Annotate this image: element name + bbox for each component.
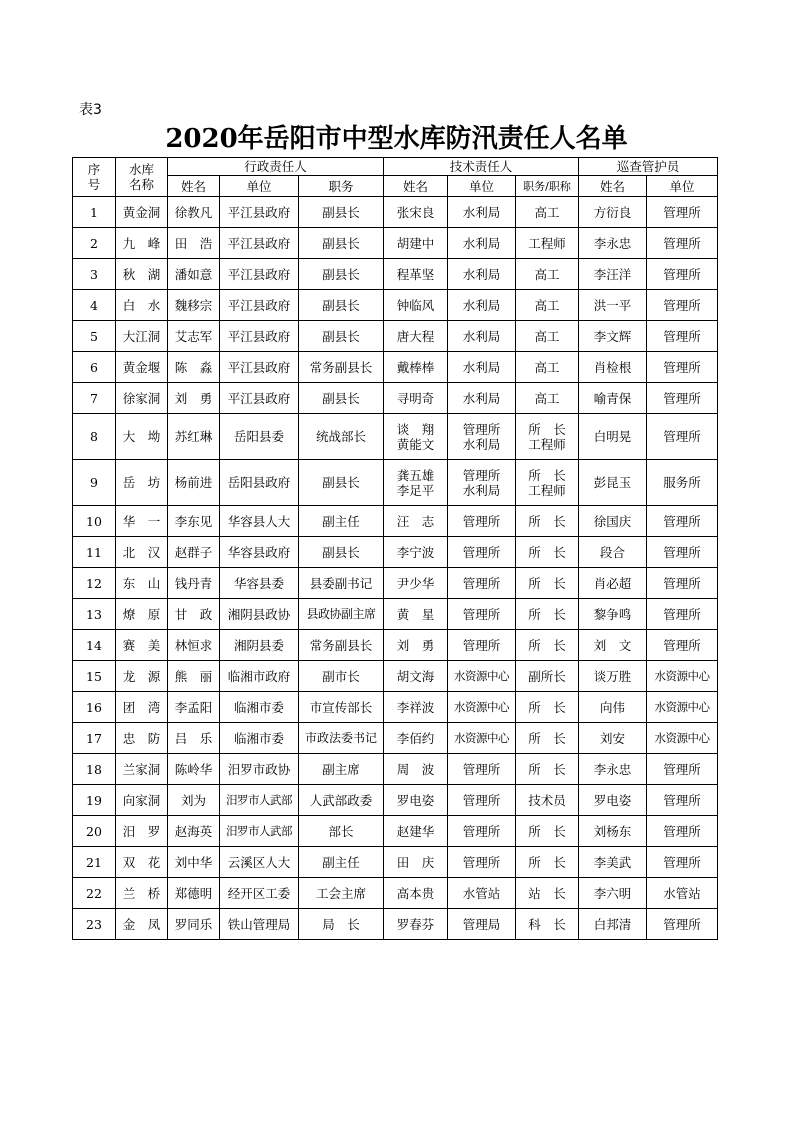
- tech-name-cell: 寻明奇: [384, 383, 448, 414]
- patrol-unit-cell: 管理所: [647, 352, 718, 383]
- tech-name-cell: 钟临风: [384, 290, 448, 321]
- admin-name-cell: 熊 丽: [168, 661, 220, 692]
- table-row: [73, 321, 718, 352]
- patrol-name-cell: 白明晃: [579, 414, 647, 460]
- patrol-name-cell: 向伟: [579, 692, 647, 723]
- tech-position-cell: 所 长: [516, 599, 579, 630]
- tech-name-cell: 龚五雄 李足平: [384, 460, 448, 506]
- patrol-unit-cell: 管理所: [647, 785, 718, 816]
- admin-position-cell: 人武部政委: [299, 785, 384, 816]
- admin-position-cell: 副县长: [299, 197, 384, 228]
- admin-name-cell: 魏移宗: [168, 290, 220, 321]
- tech-name-cell: 罗电姿: [384, 785, 448, 816]
- patrol-unit-cell: 水资源中心: [647, 661, 718, 692]
- admin-unit-cell: 汨罗市人武部: [220, 785, 299, 816]
- tech-position-cell: 所 长: [516, 816, 579, 847]
- patrol-unit-cell: 管理所: [647, 847, 718, 878]
- tech-position-cell: 所 长: [516, 630, 579, 661]
- tech-unit-cell: 水资源中心: [448, 723, 516, 754]
- patrol-name-cell: 李永忠: [579, 228, 647, 259]
- header-seq: 序号: [73, 158, 116, 197]
- admin-position-cell: 副县长: [299, 460, 384, 506]
- patrol-name-cell: 徐国庆: [579, 506, 647, 537]
- tech-name-cell: 高本贵: [384, 878, 448, 909]
- patrol-name-cell: 李文辉: [579, 321, 647, 352]
- patrol-name-cell: 白邦清: [579, 909, 647, 940]
- admin-unit-cell: 华容县人大: [220, 506, 299, 537]
- patrol-unit-cell: 水管站: [647, 878, 718, 909]
- patrol-name-cell: 李汪洋: [579, 259, 647, 290]
- tech-unit-cell: 管理所: [448, 754, 516, 785]
- reservoir-cell: 白 水: [116, 290, 168, 321]
- seq-cell: 5: [73, 321, 116, 352]
- seq-cell: 15: [73, 661, 116, 692]
- responsibility-table: [72, 157, 718, 940]
- tech-unit-cell: 水利局: [448, 352, 516, 383]
- admin-unit-cell: 岳阳县委: [220, 414, 299, 460]
- admin-name-cell: 刘中华: [168, 847, 220, 878]
- header-tech-name: 姓名: [384, 176, 448, 197]
- admin-unit-cell: 华容县委: [220, 568, 299, 599]
- admin-unit-cell: 湘阴县委: [220, 630, 299, 661]
- reservoir-cell: 团 湾: [116, 692, 168, 723]
- tech-unit-cell: 管理所 水利局: [448, 460, 516, 506]
- admin-name-cell: 苏红琳: [168, 414, 220, 460]
- tech-name-cell: 田 庆: [384, 847, 448, 878]
- admin-unit-cell: 平江县政府: [220, 321, 299, 352]
- admin-position-cell: 副主任: [299, 847, 384, 878]
- patrol-name-cell: 李六明: [579, 878, 647, 909]
- table-row: [73, 506, 718, 537]
- seq-cell: 22: [73, 878, 116, 909]
- admin-name-cell: 赵海英: [168, 816, 220, 847]
- header-reservoir: 水库名称: [116, 158, 168, 197]
- table-row: [73, 383, 718, 414]
- tech-unit-cell: 管理所: [448, 537, 516, 568]
- admin-position-cell: 部长: [299, 816, 384, 847]
- table-row: [73, 630, 718, 661]
- tech-unit-cell: 管理所: [448, 630, 516, 661]
- patrol-unit-cell: 管理所: [647, 259, 718, 290]
- table-row: [73, 816, 718, 847]
- tech-position-cell: 副所长: [516, 661, 579, 692]
- admin-unit-cell: 云溪区人大: [220, 847, 299, 878]
- reservoir-cell: 徐家洞: [116, 383, 168, 414]
- patrol-unit-cell: 管理所: [647, 290, 718, 321]
- reservoir-cell: 燎 原: [116, 599, 168, 630]
- header-patrol-unit: 单位: [647, 176, 718, 197]
- tech-position-cell: 所 长 工程师: [516, 460, 579, 506]
- tech-unit-cell: 水利局: [448, 228, 516, 259]
- table-row: [73, 692, 718, 723]
- admin-position-cell: 市政法委书记: [299, 723, 384, 754]
- admin-name-cell: 刘为: [168, 785, 220, 816]
- admin-unit-cell: 临湘市委: [220, 723, 299, 754]
- header-tech-position-title: 职务/职称: [516, 176, 579, 197]
- tech-name-cell: 黄 星: [384, 599, 448, 630]
- seq-cell: 23: [73, 909, 116, 940]
- tech-name-cell: 周 波: [384, 754, 448, 785]
- admin-position-cell: 局 长: [299, 909, 384, 940]
- reservoir-cell: 华 一: [116, 506, 168, 537]
- patrol-unit-cell: 管理所: [647, 568, 718, 599]
- tech-unit-cell: 管理所 水利局: [448, 414, 516, 460]
- admin-name-cell: 潘如意: [168, 259, 220, 290]
- admin-name-cell: 林恒求: [168, 630, 220, 661]
- seq-cell: 14: [73, 630, 116, 661]
- patrol-name-cell: 谈万胜: [579, 661, 647, 692]
- patrol-name-cell: 彭昆玉: [579, 460, 647, 506]
- tech-position-cell: 所 长: [516, 847, 579, 878]
- header-tech-unit: 单位: [448, 176, 516, 197]
- reservoir-cell: 双 花: [116, 847, 168, 878]
- tech-unit-cell: 水利局: [448, 321, 516, 352]
- reservoir-cell: 龙 源: [116, 661, 168, 692]
- reservoir-cell: 大 坳: [116, 414, 168, 460]
- patrol-unit-cell: 管理所: [647, 816, 718, 847]
- patrol-unit-cell: 服务所: [647, 460, 718, 506]
- admin-position-cell: 县委副书记: [299, 568, 384, 599]
- tech-unit-cell: 管理局: [448, 909, 516, 940]
- reservoir-cell: 赛 美: [116, 630, 168, 661]
- reservoir-cell: 兰家洞: [116, 754, 168, 785]
- reservoir-cell: 秋 湖: [116, 259, 168, 290]
- admin-name-cell: 杨前进: [168, 460, 220, 506]
- tech-unit-cell: 水利局: [448, 290, 516, 321]
- patrol-name-cell: 肖必超: [579, 568, 647, 599]
- header-admin-name: 姓名: [168, 176, 220, 197]
- patrol-name-cell: 刘安: [579, 723, 647, 754]
- admin-unit-cell: 平江县政府: [220, 228, 299, 259]
- admin-name-cell: 陈岭华: [168, 754, 220, 785]
- patrol-name-cell: 肖检根: [579, 352, 647, 383]
- admin-unit-cell: 经开区工委: [220, 878, 299, 909]
- seq-cell: 16: [73, 692, 116, 723]
- admin-position-cell: 市宣传部长: [299, 692, 384, 723]
- admin-unit-cell: 华容县政府: [220, 537, 299, 568]
- admin-unit-cell: 平江县政府: [220, 259, 299, 290]
- seq-cell: 10: [73, 506, 116, 537]
- admin-unit-cell: 湘阴县政协: [220, 599, 299, 630]
- table-row: [73, 537, 718, 568]
- reservoir-cell: 大江洞: [116, 321, 168, 352]
- patrol-name-cell: 段合: [579, 537, 647, 568]
- tech-unit-cell: 水利局: [448, 259, 516, 290]
- admin-position-cell: 副县长: [299, 290, 384, 321]
- tech-name-cell: 胡文海: [384, 661, 448, 692]
- patrol-unit-cell: 管理所: [647, 228, 718, 259]
- admin-name-cell: 甘 政: [168, 599, 220, 630]
- seq-cell: 7: [73, 383, 116, 414]
- tech-position-cell: 所 长: [516, 754, 579, 785]
- reservoir-cell: 汨 罗: [116, 816, 168, 847]
- table-row: [73, 352, 718, 383]
- tech-name-cell: 赵建华: [384, 816, 448, 847]
- tech-position-cell: 站 长: [516, 878, 579, 909]
- admin-position-cell: 工会主席: [299, 878, 384, 909]
- patrol-unit-cell: 管理所: [647, 754, 718, 785]
- table-row: [73, 661, 718, 692]
- patrol-unit-cell: 管理所: [647, 506, 718, 537]
- document-title: 2020年岳阳市中型水库防汛责任人名单: [165, 124, 628, 154]
- tech-position-cell: 所 长: [516, 568, 579, 599]
- tech-position-cell: 所 长: [516, 537, 579, 568]
- table-row: [73, 599, 718, 630]
- tech-name-cell: 罗春芬: [384, 909, 448, 940]
- tech-position-cell: 高工: [516, 321, 579, 352]
- tech-position-cell: 高工: [516, 290, 579, 321]
- admin-unit-cell: 临湘市政府: [220, 661, 299, 692]
- seq-cell: 3: [73, 259, 116, 290]
- patrol-name-cell: 洪一平: [579, 290, 647, 321]
- patrol-unit-cell: 管理所: [647, 383, 718, 414]
- reservoir-cell: 九 峰: [116, 228, 168, 259]
- admin-name-cell: 艾志军: [168, 321, 220, 352]
- table-row: [73, 723, 718, 754]
- patrol-name-cell: 李永忠: [579, 754, 647, 785]
- tech-name-cell: 唐大程: [384, 321, 448, 352]
- header-tech-group: 技术责任人: [384, 158, 579, 176]
- admin-position-cell: 副县长: [299, 228, 384, 259]
- patrol-name-cell: 黎争鸣: [579, 599, 647, 630]
- reservoir-cell: 兰 桥: [116, 878, 168, 909]
- admin-position-cell: 副县长: [299, 321, 384, 352]
- tech-unit-cell: 管理所: [448, 847, 516, 878]
- admin-unit-cell: 平江县政府: [220, 290, 299, 321]
- admin-position-cell: 副县长: [299, 537, 384, 568]
- admin-position-cell: 副县长: [299, 383, 384, 414]
- tech-name-cell: 李佰约: [384, 723, 448, 754]
- admin-unit-cell: 汨罗市人武部: [220, 816, 299, 847]
- seq-cell: 21: [73, 847, 116, 878]
- header-admin-unit: 单位: [220, 176, 299, 197]
- table-row: [73, 259, 718, 290]
- tech-position-cell: 高工: [516, 197, 579, 228]
- seq-cell: 8: [73, 414, 116, 460]
- admin-name-cell: 李东见: [168, 506, 220, 537]
- patrol-name-cell: 刘 文: [579, 630, 647, 661]
- seq-cell: 2: [73, 228, 116, 259]
- table-row: [73, 878, 718, 909]
- table-row: [73, 460, 718, 506]
- patrol-unit-cell: 水资源中心: [647, 692, 718, 723]
- admin-unit-cell: 平江县政府: [220, 197, 299, 228]
- seq-cell: 17: [73, 723, 116, 754]
- seq-cell: 18: [73, 754, 116, 785]
- tech-name-cell: 张宋良: [384, 197, 448, 228]
- tech-position-cell: 技术员: [516, 785, 579, 816]
- tech-name-cell: 李宁波: [384, 537, 448, 568]
- tech-position-cell: 工程师: [516, 228, 579, 259]
- table-row: [73, 290, 718, 321]
- header-admin-group: 行政责任人: [168, 158, 384, 176]
- admin-name-cell: 赵群子: [168, 537, 220, 568]
- tech-position-cell: 高工: [516, 259, 579, 290]
- tech-name-cell: 汪 志: [384, 506, 448, 537]
- header-admin-position: 职务: [299, 176, 384, 197]
- tech-name-cell: 刘 勇: [384, 630, 448, 661]
- admin-name-cell: 吕 乐: [168, 723, 220, 754]
- table-row: [73, 197, 718, 228]
- header-patrol-name: 姓名: [579, 176, 647, 197]
- tech-position-cell: 高工: [516, 352, 579, 383]
- admin-position-cell: 县政协副主席: [299, 599, 384, 630]
- admin-position-cell: 统战部长: [299, 414, 384, 460]
- seq-cell: 12: [73, 568, 116, 599]
- admin-name-cell: 钱丹青: [168, 568, 220, 599]
- patrol-name-cell: 方衍良: [579, 197, 647, 228]
- admin-position-cell: 副县长: [299, 259, 384, 290]
- tech-name-cell: 谈 翔 黄能文: [384, 414, 448, 460]
- seq-cell: 6: [73, 352, 116, 383]
- seq-cell: 1: [73, 197, 116, 228]
- tech-position-cell: 所 长: [516, 506, 579, 537]
- reservoir-cell: 向家洞: [116, 785, 168, 816]
- table-row: [73, 754, 718, 785]
- admin-name-cell: 罗同乐: [168, 909, 220, 940]
- patrol-unit-cell: 管理所: [647, 414, 718, 460]
- patrol-name-cell: 喻青保: [579, 383, 647, 414]
- admin-name-cell: 陈 淼: [168, 352, 220, 383]
- admin-position-cell: 副主任: [299, 506, 384, 537]
- seq-cell: 19: [73, 785, 116, 816]
- reservoir-cell: 黄金堰: [116, 352, 168, 383]
- patrol-name-cell: 罗电姿: [579, 785, 647, 816]
- admin-unit-cell: 汨罗市政协: [220, 754, 299, 785]
- admin-name-cell: 徐教凡: [168, 197, 220, 228]
- tech-position-cell: 所 长 工程师: [516, 414, 579, 460]
- tech-unit-cell: 管理所: [448, 568, 516, 599]
- tech-name-cell: 戴棒棒: [384, 352, 448, 383]
- table-row: [73, 568, 718, 599]
- tech-unit-cell: 管理所: [448, 816, 516, 847]
- admin-name-cell: 李孟阳: [168, 692, 220, 723]
- reservoir-cell: 黄金洞: [116, 197, 168, 228]
- patrol-unit-cell: 管理所: [647, 537, 718, 568]
- seq-cell: 4: [73, 290, 116, 321]
- admin-unit-cell: 平江县政府: [220, 352, 299, 383]
- reservoir-cell: 岳 坊: [116, 460, 168, 506]
- header-patrol-group: 巡查管护员: [579, 158, 718, 176]
- admin-position-cell: 副主席: [299, 754, 384, 785]
- tech-name-cell: 胡建中: [384, 228, 448, 259]
- patrol-unit-cell: 管理所: [647, 197, 718, 228]
- admin-position-cell: 副市长: [299, 661, 384, 692]
- table-row: [73, 847, 718, 878]
- patrol-unit-cell: 管理所: [647, 599, 718, 630]
- seq-cell: 9: [73, 460, 116, 506]
- tech-position-cell: 所 长: [516, 723, 579, 754]
- patrol-unit-cell: 管理所: [647, 630, 718, 661]
- reservoir-cell: 北 汉: [116, 537, 168, 568]
- admin-position-cell: 常务副县长: [299, 630, 384, 661]
- tech-position-cell: 所 长: [516, 692, 579, 723]
- admin-unit-cell: 铁山管理局: [220, 909, 299, 940]
- patrol-name-cell: 李美武: [579, 847, 647, 878]
- patrol-unit-cell: 水资源中心: [647, 723, 718, 754]
- admin-name-cell: 田 浩: [168, 228, 220, 259]
- admin-unit-cell: 岳阳县政府: [220, 460, 299, 506]
- table-row: [73, 909, 718, 940]
- patrol-name-cell: 刘杨东: [579, 816, 647, 847]
- admin-name-cell: 刘 勇: [168, 383, 220, 414]
- admin-position-cell: 常务副县长: [299, 352, 384, 383]
- admin-unit-cell: 平江县政府: [220, 383, 299, 414]
- tech-name-cell: 程革坚: [384, 259, 448, 290]
- tech-unit-cell: 水资源中心: [448, 661, 516, 692]
- tech-name-cell: 李祥波: [384, 692, 448, 723]
- table-row: [73, 228, 718, 259]
- tech-unit-cell: 水利局: [448, 383, 516, 414]
- tech-name-cell: 尹少华: [384, 568, 448, 599]
- reservoir-cell: 忠 防: [116, 723, 168, 754]
- tech-unit-cell: 水利局: [448, 197, 516, 228]
- reservoir-cell: 东 山: [116, 568, 168, 599]
- tech-position-cell: 科 长: [516, 909, 579, 940]
- tech-unit-cell: 水管站: [448, 878, 516, 909]
- tech-unit-cell: 管理所: [448, 785, 516, 816]
- tech-unit-cell: 管理所: [448, 506, 516, 537]
- reservoir-cell: 金 凤: [116, 909, 168, 940]
- tech-unit-cell: 水资源中心: [448, 692, 516, 723]
- table-row: [73, 785, 718, 816]
- tech-unit-cell: 管理所: [448, 599, 516, 630]
- table-row: [73, 414, 718, 460]
- tech-position-cell: 高工: [516, 383, 579, 414]
- patrol-unit-cell: 管理所: [647, 909, 718, 940]
- admin-unit-cell: 临湘市委: [220, 692, 299, 723]
- seq-cell: 11: [73, 537, 116, 568]
- patrol-unit-cell: 管理所: [647, 321, 718, 352]
- table-body: [73, 197, 718, 940]
- seq-cell: 13: [73, 599, 116, 630]
- table-label: 表3: [79, 102, 102, 118]
- seq-cell: 20: [73, 816, 116, 847]
- admin-name-cell: 郑德明: [168, 878, 220, 909]
